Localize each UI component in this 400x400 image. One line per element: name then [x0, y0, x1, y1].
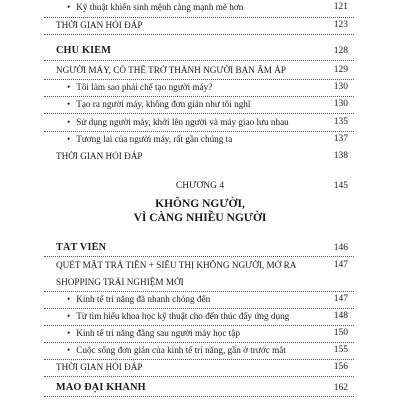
toc-author-heading — [56, 242, 400, 253]
dotted-divider — [44, 17, 354, 18]
toc-entry-page: 150 — [333, 328, 348, 338]
toc-entry-text: TẤT VIỄN — [56, 242, 107, 253]
toc-entry — [56, 117, 400, 127]
toc-entry — [56, 20, 400, 30]
dotted-divider — [44, 131, 354, 132]
toc-entry-page: 156 — [333, 362, 348, 372]
toc-entry — [56, 328, 400, 338]
chapter-label: CHƯƠNG 4 — [175, 181, 225, 191]
toc-entry-page: 138 — [333, 151, 348, 161]
toc-entry — [56, 2, 400, 12]
toc-entry-text: • Kinh tế trí năng đẳng sau người máy học tập — [56, 328, 400, 338]
toc-entry — [56, 134, 400, 144]
toc-entry-page: 135 — [333, 117, 348, 127]
toc-entry-text: • Cuộc sống đơn giản của kinh tế trí năng, gần ở trước mắt — [56, 345, 400, 355]
dotted-divider — [44, 60, 354, 61]
toc-entry-page: 155 — [333, 345, 348, 355]
toc-entry — [56, 345, 400, 355]
toc-entry-page: 145 — [333, 181, 348, 191]
toc-entry-page: 123 — [333, 20, 348, 30]
toc-entry-text: • Kỹ thuật khiến sinh mệnh càng mạnh mẽ hơn — [56, 2, 400, 12]
dotted-divider — [44, 376, 354, 377]
toc-entry-page: 128 — [333, 45, 348, 56]
dotted-divider — [44, 96, 354, 97]
toc-entry-page: 147 — [333, 260, 348, 270]
toc-entry-text: MAO ĐẠI KHÁNH — [56, 382, 146, 393]
chapter-title-line: KHÔNG NGƯỜI, — [155, 198, 245, 210]
toc-entry-text: SHOPPING TRẢI NGHIỆM MỚI — [56, 277, 184, 287]
toc-entry — [56, 260, 400, 270]
toc-entry-text: • Tương lai của người máy, rất gần chúng ta — [56, 134, 400, 144]
toc-entry — [56, 362, 400, 372]
toc-entry-continuation — [56, 277, 400, 287]
toc-entry — [56, 151, 400, 161]
dotted-divider — [44, 342, 354, 343]
dotted-divider — [44, 308, 354, 309]
dotted-divider — [44, 359, 354, 360]
dotted-divider — [44, 256, 354, 257]
toc-entry-page: 121 — [333, 2, 348, 12]
dotted-divider — [44, 325, 354, 326]
chapter-label-row — [0, 181, 400, 191]
toc-author-heading — [56, 45, 400, 56]
toc-entry — [56, 294, 400, 304]
toc-entry-text: THỜI GIAN HỎI ĐÁP — [56, 151, 143, 161]
toc-entry-text: THỜI GIAN HỎI ĐÁP — [56, 362, 143, 372]
toc-entry-text: • Tôi làm sao phải chế tạo người máy? — [56, 82, 400, 92]
toc-entry — [56, 82, 400, 92]
toc-entry-text: • Tạo ra người máy, không đơn giản như tôi nghĩ — [56, 99, 400, 109]
toc-entry-page: 130 — [333, 82, 348, 92]
toc-entry-text: • Từ tìm hiểu khoa học kỹ thuật cho đến thúc đẩy ứng dụng — [56, 311, 400, 321]
toc-entry-text: NGƯỜI MÁY, CÓ THỂ TRỞ THÀNH NGƯỜI BẠN ẤM ÁP — [56, 65, 287, 75]
dotted-divider — [44, 291, 354, 292]
toc-entry-page: 162 — [333, 382, 348, 393]
toc-entry-page: 146 — [333, 242, 348, 253]
toc-entry — [56, 99, 400, 109]
toc-entry-text: • Sử dụng người máy, khởi lên người và máy giao lưu nhau — [56, 117, 400, 127]
toc-entry-text: • Kinh tế trí năng đã nhanh chóng đến — [56, 294, 400, 304]
toc-entry-text: QUÉT MẶT TRẢ TIỀN + SIÊU THỊ KHÔNG NGƯỜI, MỞ RA — [56, 260, 297, 270]
toc-entry-page: 147 — [333, 294, 348, 304]
dotted-divider — [44, 79, 354, 80]
toc-entry — [56, 311, 400, 321]
dotted-divider — [44, 34, 354, 35]
dotted-divider — [44, 396, 354, 397]
chapter-title — [0, 197, 400, 225]
toc-entry — [56, 65, 400, 75]
toc-entry-text: CHU KIẾM — [56, 45, 112, 56]
toc-entry-page: 148 — [333, 311, 348, 321]
toc-author-heading — [56, 382, 400, 393]
dotted-divider — [44, 113, 354, 114]
toc-entry-page: 130 — [333, 99, 348, 109]
toc-entry-text: THỜI GIAN HỎI ĐÁP — [56, 20, 143, 30]
toc-entry-page: 137 — [333, 134, 348, 144]
chapter-title-line: VÌ CÀNG NHIỀU NGƯỜI — [133, 212, 267, 224]
toc-entry-page: 129 — [333, 65, 348, 75]
